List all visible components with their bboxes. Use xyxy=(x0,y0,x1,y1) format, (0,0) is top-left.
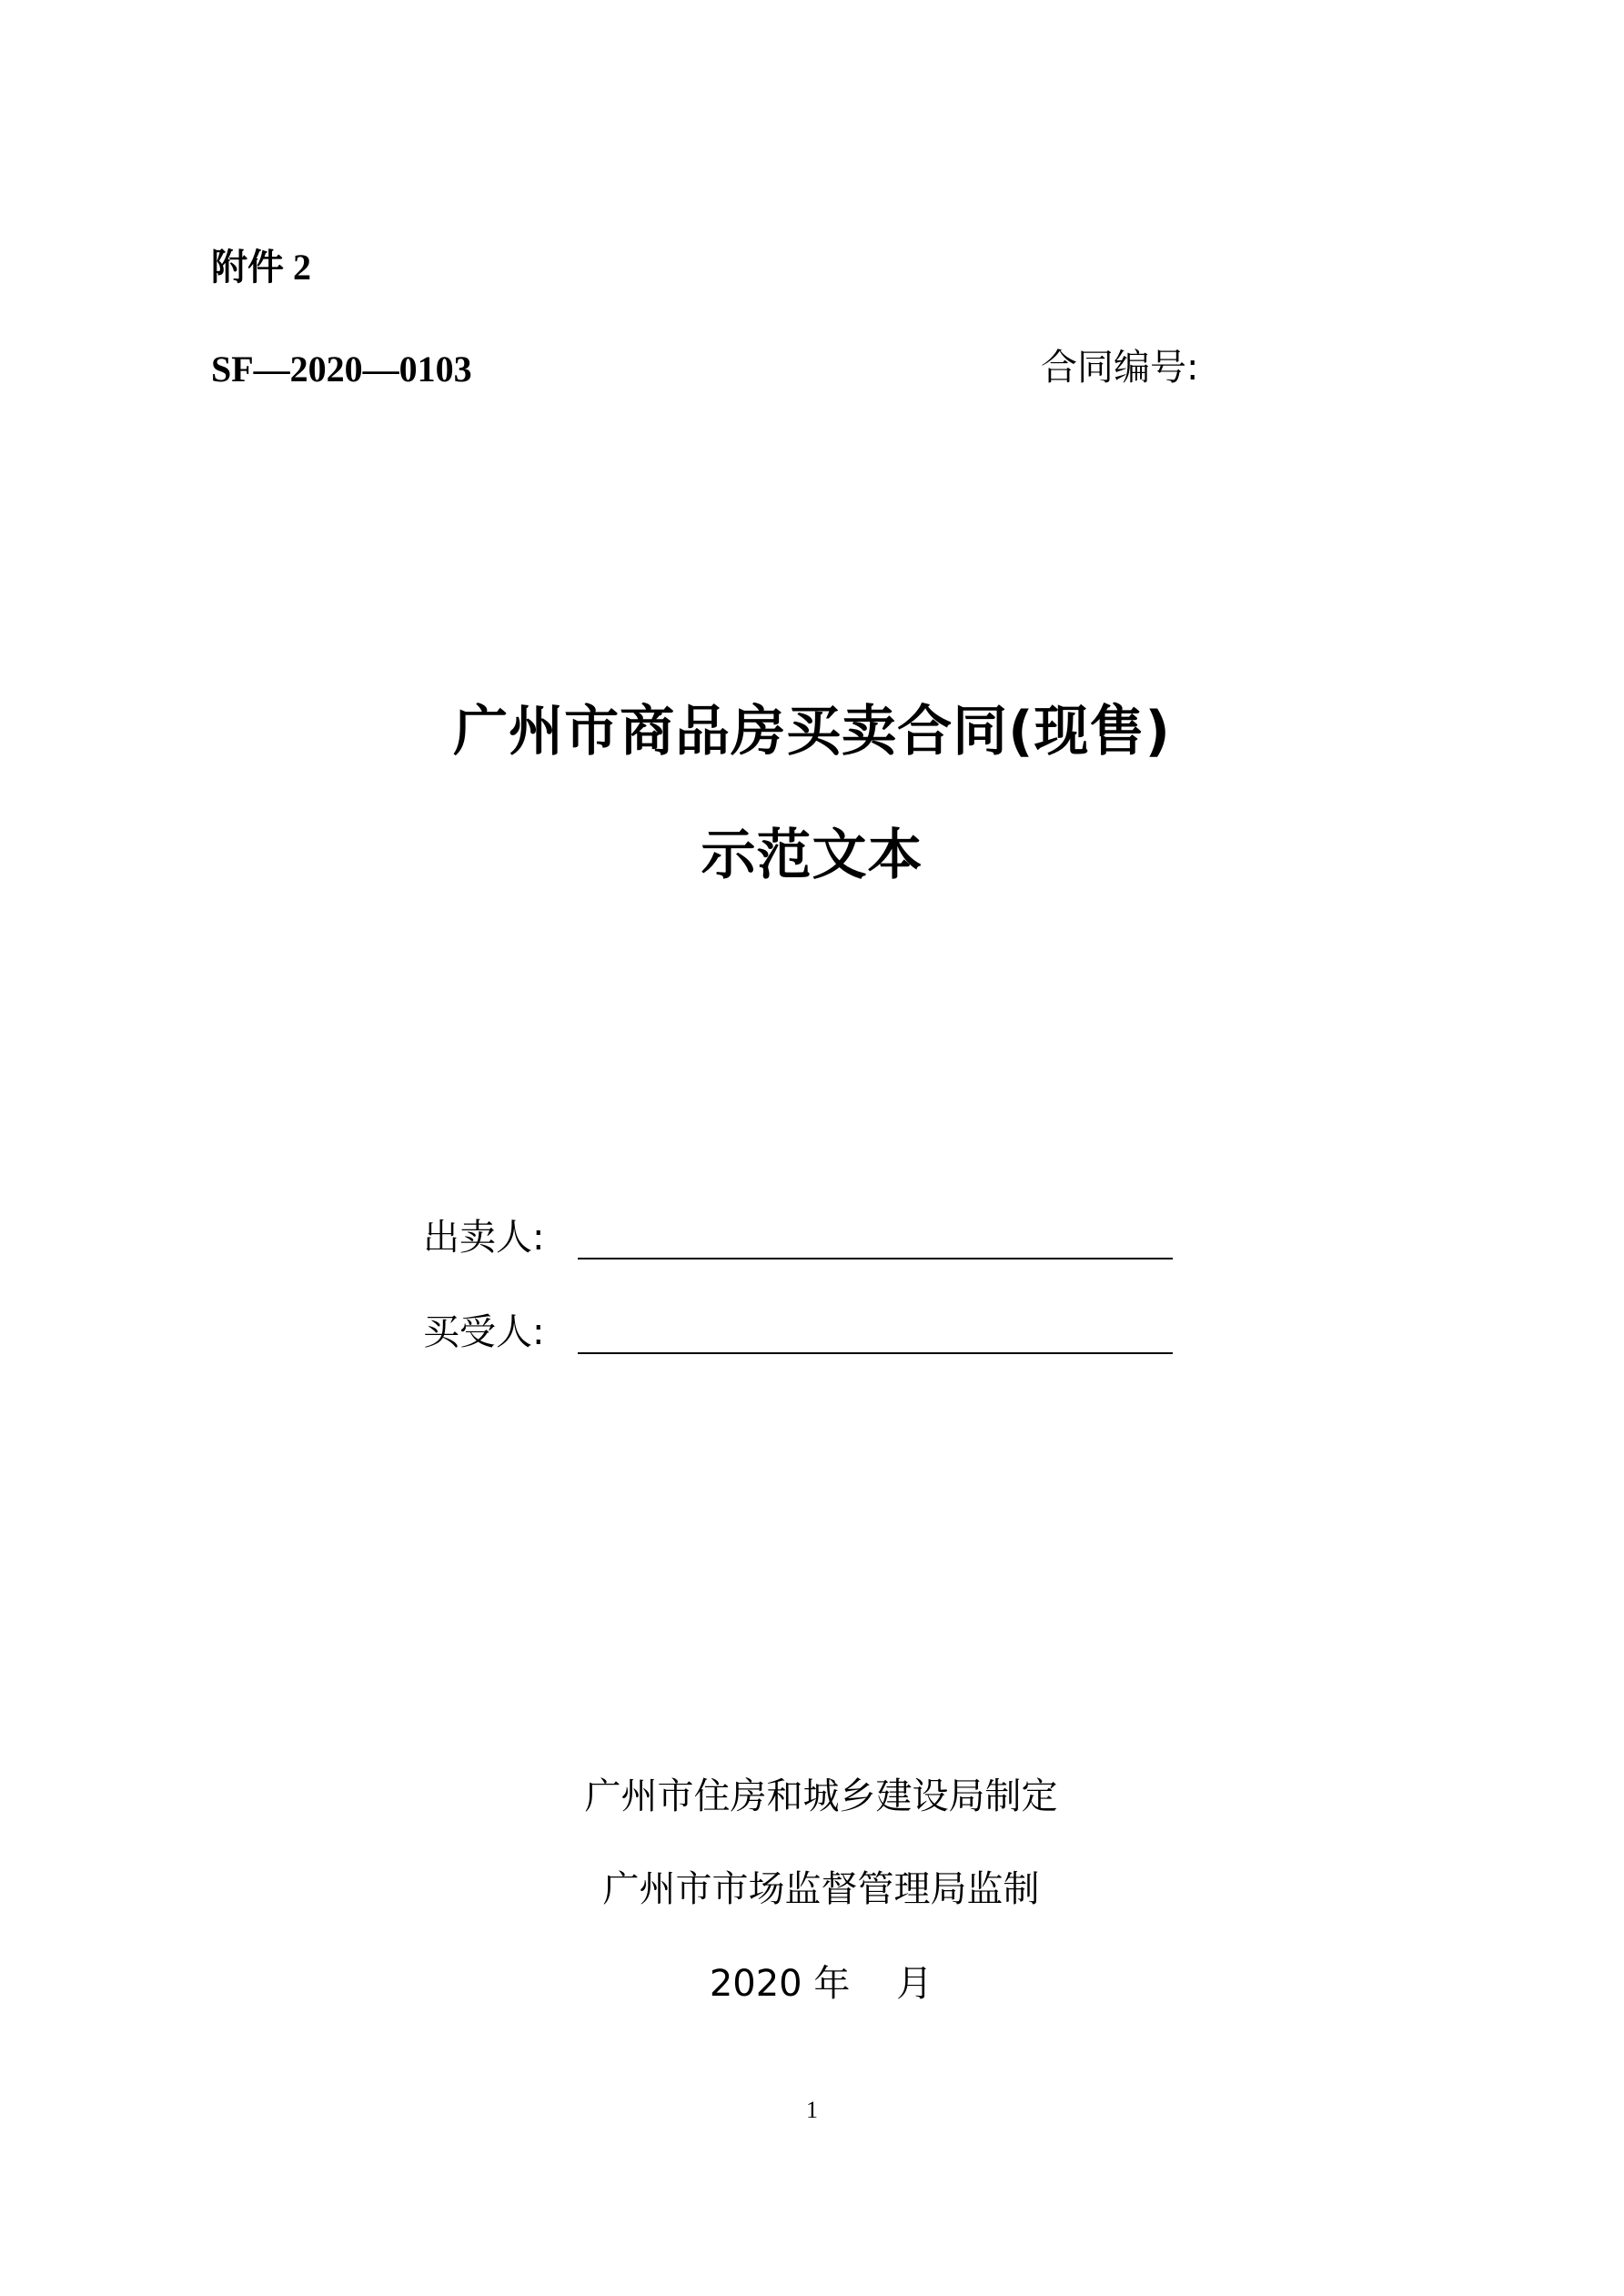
buyer-label: 买受人: xyxy=(423,1311,545,1353)
seller-blank-line xyxy=(578,1258,1173,1259)
attachment-label: 附件 2 xyxy=(211,247,311,288)
contract-number-label: 合同编号: xyxy=(1041,347,1199,389)
supervising-authority: 广州市市场监督管理局监制 xyxy=(602,1868,1040,1910)
buyer-blank-line xyxy=(578,1352,1173,1354)
buyer-row xyxy=(423,1310,1178,1361)
issuing-authority: 广州市住房和城乡建设局制定 xyxy=(584,1775,1058,1817)
seller-row xyxy=(423,1216,1178,1267)
document-subtitle: 示范文本 xyxy=(701,824,923,887)
document-title: 广州市商品房买卖合同(现售) xyxy=(453,700,1171,764)
page-number: 1 xyxy=(806,2097,818,2123)
document-code: SF—2020—0103 xyxy=(211,349,472,389)
issue-date: 2020 年 月 xyxy=(709,1963,933,2005)
seller-label: 出卖人: xyxy=(423,1217,545,1259)
